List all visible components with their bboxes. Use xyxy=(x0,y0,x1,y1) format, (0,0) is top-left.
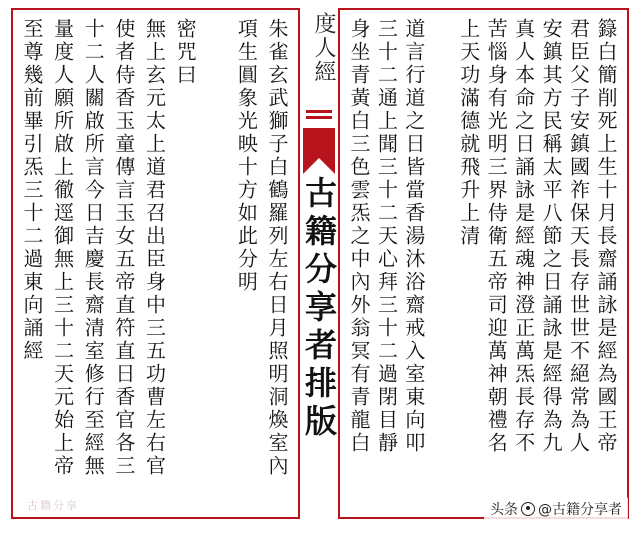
right-page-frame xyxy=(338,8,629,519)
text-column: 朱雀玄武獅子白鶴羅列左右日月照明洞煥室內 xyxy=(265,18,289,478)
spine-title: 度人經 xyxy=(311,12,336,84)
watermark-prefix: 头条 xyxy=(490,502,518,518)
text-column: 身坐青黃白三色雲炁之中內外翁冥有青龍白 xyxy=(347,18,371,455)
text-column: 三十二通上聞三十二天心拜三十二過閉目靜 xyxy=(374,18,399,455)
text-column: 君臣父子安鎮國祚保天長存世世不絕常為人 xyxy=(566,18,591,455)
text-column: 苦惱身有光明三界侍衛五帝司迎萬神朝禮名 xyxy=(484,18,509,455)
red-ribbon-icon xyxy=(303,128,335,174)
left-page-frame xyxy=(11,8,300,519)
divider-bar xyxy=(306,110,332,113)
spine-divider-bars xyxy=(306,110,332,122)
text-column: 籙白簡削死上生十月長齋誦詠是經為國王帝 xyxy=(593,18,618,455)
text-column: 無上玄元太上道君召出臣身中三五功曹左右官 xyxy=(142,18,167,478)
text-column: 十二人關啟所言今日吉慶長齋清室修行至經無 xyxy=(81,18,106,478)
text-column: 安鎮其方民稱太平八節之日誦詠是經得為九 xyxy=(539,18,564,455)
text-column: 至尊幾前畢引炁三十二過東向誦經 xyxy=(20,18,44,363)
watermark-handle: @古籍分享者 xyxy=(538,502,622,518)
right-page-columns xyxy=(346,18,619,513)
book-spine xyxy=(302,8,336,519)
text-column: 密咒曰 xyxy=(173,18,198,87)
user-icon xyxy=(521,502,535,516)
text-column: 道言行道之日皆當香湯沐浴齋戒入室東向叩 xyxy=(401,18,426,455)
text-column: 量度人願所啟上徹逕御無上三十二天元始上帝 xyxy=(50,18,75,478)
watermark xyxy=(484,497,628,521)
text-column: 使者侍香玉童傳言玉女五帝直符直日香官各三 xyxy=(111,18,136,478)
spine-motto: 古籍分享者排版 xyxy=(300,176,338,442)
column-gap xyxy=(428,18,454,513)
faint-corner-text: 古籍分享 xyxy=(27,499,79,512)
text-column: 項生圓象光映十方如此分明 xyxy=(234,18,259,294)
text-column: 上天功滿德就飛升上清 xyxy=(456,18,481,248)
left-page-columns xyxy=(19,18,290,513)
text-column: 真人本命之日誦詠是經魂神澄正萬炁長存不 xyxy=(511,18,536,455)
divider-bar xyxy=(306,116,332,119)
column-gap xyxy=(203,18,229,513)
